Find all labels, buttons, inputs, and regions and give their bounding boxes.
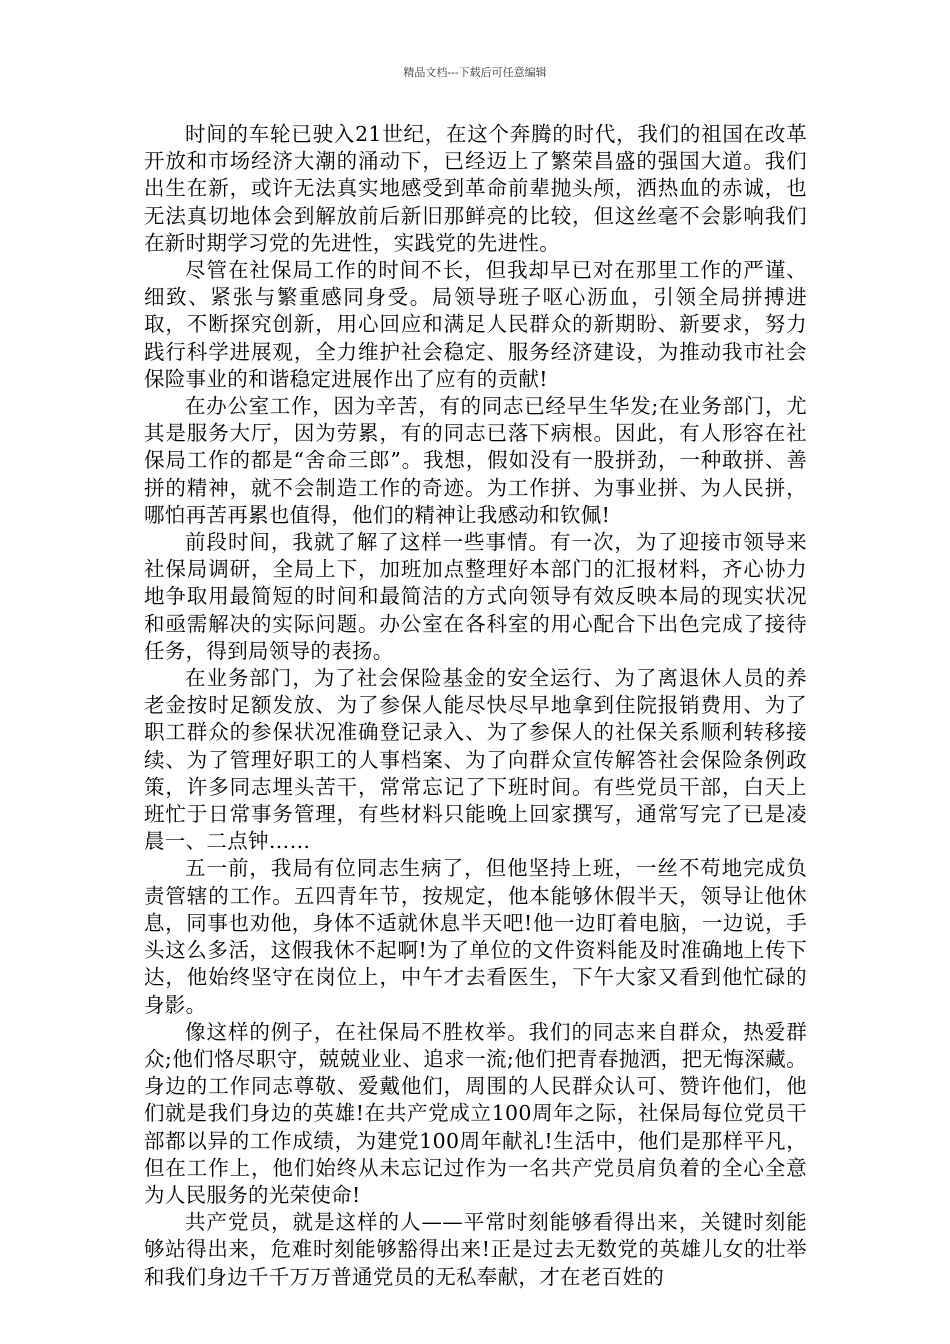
- paragraph: 共产党员，就是这样的人——平常时刻能够看得出来，关键时刻能够站得出来，危难时刻能够豁得出来!正是过去无数党的英雄儿女的壮举和我们身边千千万万普通党员的无私奉献，才在老百姓的: [144, 1210, 807, 1289]
- paragraph: 在办公室工作，因为辛苦，有的同志已经早生华发;在业务部门，尤其是服务大厅，因为劳累，有的同志已落下病根。因此，有人形容在社保局工作的都是“舍命三郎”。我想，假如没有一股拼劲，一种敢拼、善拼的精神，就不会制造工作的奇迹。为工作拼、为事业拼、为人民拼，哪怕再苦再累也值得，他们的精神让我感动和钦佩!: [144, 394, 807, 527]
- paragraph: 前段时间，我就了解了这样一些事情。有一次，为了迎接市领导来社保局调研，全局上下，加班加点整理好本部门的汇报材料，齐心协力地争取用最简短的时间和最简洁的方式向领导有效反映本局的现实状况和亟需解决的实际问题。办公室在各科室的用心配合下出色完成了接待任务，得到局领导的表扬。: [144, 530, 807, 663]
- paragraph: 五一前，我局有位同志生病了，但他坚持上班，一丝不苟地完成负责管辖的工作。五四青年节，按规定，他本能够休假半天，领导让他休息，同事也劝他，身体不适就休息半天吧!他一边盯着电脑，一边说，手头这么多活，这假我休不起啊!为了单位的文件资料能及时准确地上传下达，他始终坚守在岗位上，中午才去看医生，下午大家又看到他忙碌的身影。: [144, 856, 807, 1017]
- paragraph: 时间的车轮已驶入21世纪，在这个奔腾的时代，我们的祖国在改革开放和市场经济大潮的涌动下，已经迈上了繁荣昌盛的强国大道。我们出生在新，或许无法真实地感受到革命前辈抛头颅，洒热血的赤诚，也无法真切地体会到解放前后新旧那鲜亮的比较，但这丝毫不会影响我们在新时期学习党的先进性，实践党的先进性。: [144, 122, 807, 255]
- document-body: [144, 121, 807, 1291]
- paragraph: 在业务部门，为了社会保险基金的安全运行、为了离退休人员的养老金按时足额发放、为了参保人能尽快尽早地拿到住院报销费用、为了职工群众的参保状况准确登记录入、为了参保人的社保关系顺利转移接续、为了管理好职工的人事档案、为了向群众宣传解答社会保险条例政策，许多同志埋头苦干，常常忘记了下班时间。有些党员干部，白天上班忙于日常事务管理，有些材料只能晚上回家撰写，通常写完了已是凌晨一、二点钟……: [144, 666, 807, 854]
- page-header: 精品文档---下载后可任意编辑: [403, 66, 547, 79]
- paragraph: 像这样的例子，在社保局不胜枚举。我们的同志来自群众，热爱群众;他们恪尽职守，兢兢业业、追求一流;他们把青春抛洒，把无悔深藏。身边的工作同志尊敬、爱戴他们，周围的人民群众认可、赞许他们，他们就是我们身边的英雄!在共产党成立100周年之际，社保局每位党员干部都以异的工作成绩，为建党100周年献礼!生活中，他们是那样平凡，但在工作上，他们始终从未忘记过作为一名共产党员肩负着的全心全意为人民服务的光荣使命!: [144, 1019, 807, 1207]
- paragraph: 尽管在社保局工作的时间不长，但我却早已对在那里工作的严谨、细致、紧张与繁重感同身受。局领导班子呕心沥血，引领全局拼搏进取，不断探究创新，用心回应和满足人民群众的新期盼、新要求，努力践行科学进展观，全力维护社会稳定、服务经济建设，为推动我市社会保险事业的和谐稳定进展作出了应有的贡献!: [144, 258, 807, 391]
